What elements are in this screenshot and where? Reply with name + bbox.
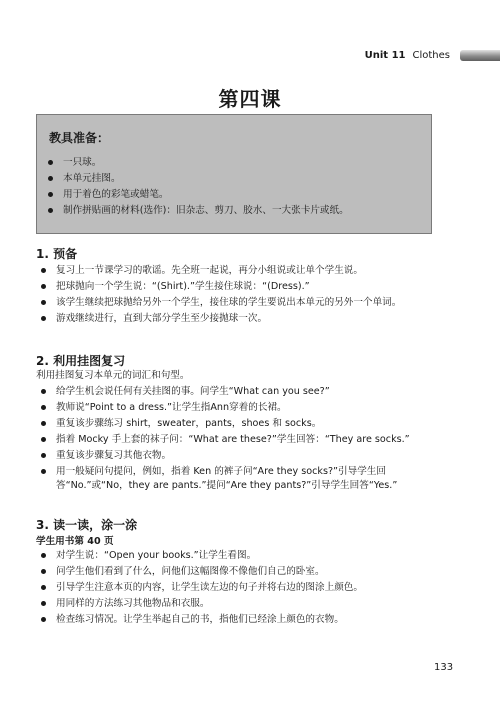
bullet-icon xyxy=(41,437,46,442)
unit-label: Unit 11 xyxy=(364,49,406,61)
materials-list xyxy=(43,156,417,220)
list-item: 指着 Mocky 手上套的袜子问：“What are these?”学生回答：“They are socks.” xyxy=(36,433,436,447)
bullet-icon xyxy=(41,585,46,590)
list-item: 该学生继续把球抛给另外一个学生，接住球的学生要说出本单元的另外一个单词。 xyxy=(36,296,436,310)
list-item: 问学生他们看到了什么，问他们这幅图像不像他们自己的卧室。 xyxy=(36,565,436,579)
bullet-icon xyxy=(48,160,53,165)
section-warmup-body xyxy=(36,264,436,328)
unit-topic: Clothes xyxy=(412,49,450,61)
list-item: 复习上一节课学习的歌谣。先全班一起说，再分小组说或让单个学生说。 xyxy=(36,264,436,278)
list-item: 制作拼贴画的材料(选作)：旧杂志、剪刀、胶水、一大张卡片或纸。 xyxy=(43,204,417,218)
bullet-icon xyxy=(41,268,46,273)
list-item: 游戏继续进行，直到大部分学生至少接抛球一次。 xyxy=(36,312,436,326)
bullet-icon xyxy=(41,389,46,394)
lesson-title: 第四课 xyxy=(218,87,282,111)
list-item: 检查练习情况。让学生举起自己的书，指他们已经涂上颜色的衣物。 xyxy=(36,613,436,627)
bullet-icon xyxy=(48,192,53,197)
bullet-icon xyxy=(41,284,46,289)
materials-box xyxy=(36,114,432,234)
bullet-icon xyxy=(48,176,53,181)
list-item: 用于着色的彩笔或蜡笔。 xyxy=(43,188,417,202)
bullet-icon xyxy=(41,553,46,558)
list-item: 本单元挂图。 xyxy=(43,172,417,186)
materials-heading: 教具准备： xyxy=(49,131,110,145)
list-item: 重复该步骤复习其他衣物。 xyxy=(36,449,436,463)
list-item: 把球抛向一个学生说：“(Shirt).”学生接住球说：“(Dress).” xyxy=(36,280,436,294)
running-header xyxy=(365,47,500,63)
bullet-icon xyxy=(41,453,46,458)
student-book-page: 学生用书第 40 页 xyxy=(36,536,114,547)
section-review-intro: 利用挂图复习本单元的词汇和句型。 xyxy=(36,370,190,381)
bullet-icon xyxy=(41,316,46,321)
section-heading-read-color: 3. 读一读，涂一涂 xyxy=(36,518,138,532)
bullet-icon xyxy=(41,469,46,474)
bullet-icon xyxy=(41,300,46,305)
page-number: 133 xyxy=(434,662,454,673)
bullet-icon xyxy=(41,617,46,622)
section-heading-warmup: 1. 预备 xyxy=(36,247,78,261)
list-item: 用同样的方法练习其他物品和衣服。 xyxy=(36,597,436,611)
list-item: 重复该步骤练习 shirt，sweater，pants，shoes 和 socks。 xyxy=(36,417,436,431)
header-tab-decoration xyxy=(460,50,500,61)
section-read-color-body xyxy=(36,549,436,629)
list-item: 教师说“Point to a dress.”让学生指Ann穿着的长裙。 xyxy=(36,401,436,415)
list-item: 引导学生注意本页的内容，让学生读左边的句子并将右边的图涂上颜色。 xyxy=(36,581,436,595)
list-item: 给学生机会说任何有关挂图的事。问学生“What can you see?” xyxy=(36,385,436,399)
bullet-icon xyxy=(48,208,53,213)
list-item: 用一般疑问句提问，例如，指着 Ken 的裤子问“Are they socks?”引导学生回答“No.”或“No，they are pants.”提问“Are they pants?”引导学生回答“Yes.” xyxy=(36,465,436,493)
section-heading-review: 2. 利用挂图复习 xyxy=(36,354,126,368)
list-item: 一只球。 xyxy=(43,156,417,170)
section-review-body xyxy=(36,385,436,495)
list-item: 对学生说：“Open your books.”让学生看图。 xyxy=(36,549,436,563)
bullet-icon xyxy=(41,421,46,426)
bullet-icon xyxy=(41,601,46,606)
bullet-icon xyxy=(41,405,46,410)
bullet-icon xyxy=(41,569,46,574)
